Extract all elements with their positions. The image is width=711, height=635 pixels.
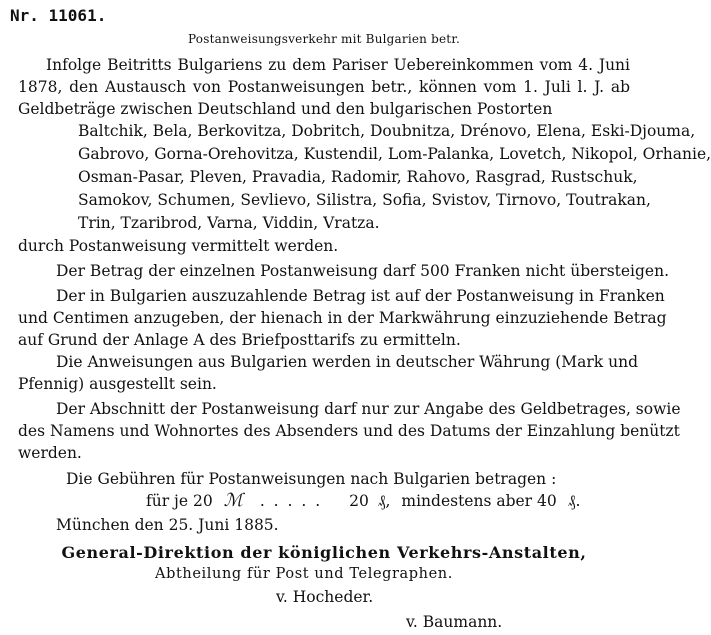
coupon-line: werden. [18,444,82,462]
after-places-line: durch Postanweisung vermittelt werden. [18,237,339,255]
fee-minimum: mindestens aber 40 [401,492,557,510]
document-date: München den 25. Juni 1885. [56,516,279,534]
coupon-line: Der Abschnitt der Postanweisung darf nur zur Angabe des Geldbetrages, sowie [56,400,681,418]
mark-symbol: ℳ [223,490,243,511]
place-line: Samokov, Schumen, Sevlievo, Silistra, Sofia, Svistov, Tirnovo, Toutrakan, [78,191,651,209]
currency-line: Der in Bulgarien auszuzahlende Betrag ist auf der Postanweisung in Franken [56,287,665,305]
intro-paragraph [18,54,630,120]
place-line: Trin, Tzaribrod, Varna, Viddin, Vratza. [78,214,380,232]
place-list [18,120,711,235]
coupon-paragraph [18,398,681,464]
coupon-line: des Namens und Wohnortes des Absenders und des Datums der Einzahlung benützt [18,422,680,440]
fee-amount: 20 [349,492,369,510]
amount-paragraph: Der Betrag der einzelnen Postanweisung darf 500 Franken nicht übersteigen. [56,262,670,280]
authority-name: General-Direktion der königlichen Verkehrs-Anstalten, [61,543,587,562]
place-line: Osman-Pasar, Pleven, Pravadia, Radomir, Rahovo, Rasgrad, Rustschuk, [78,168,638,186]
issue-paragraph [18,351,638,395]
place-line: Baltchik, Bela, Berkovitza, Dobritch, Doubnitza, Drénovo, Elena, Eski-Djouma, [78,122,696,140]
authority-department: Abtheilung für Post und Telegraphen. [155,566,453,582]
place-line: Gabrovo, Gorna-Orehovitza, Kustendil, Lom-Palanka, Lovetch, Nikopol, Orhanie, [78,145,711,163]
signature-2: v. Baumann. [406,613,503,631]
currency-line: und Centimen anzugeben, der hienach in der Markwährung einzuziehende Betrag [18,309,667,327]
intro-line: Infolge Beitritts Bulgariens zu dem Pariser Uebereinkommen vom 4. Juni [46,56,630,74]
fees-intro: Die Gebühren für Postanweisungen nach Bulgarien betragen : [66,470,557,488]
intro-line: 1878, den Austausch von Postanweisungen betr., können vom 1. Juli l. J. ab [18,78,630,96]
fee-dots: . . . . . [259,492,323,510]
fee-per: für je 20 [146,492,213,510]
intro-line: Geldbeträge zwischen Deutschland und den bulgarischen Postorten [18,100,553,118]
pfennig-symbol: ₰, [377,492,391,510]
issue-line: Pfennig) ausgestellt sein. [18,375,217,393]
document-heading: Postanweisungsverkehr mit Bulgarien betr. [188,32,460,46]
signature-1: v. Hocheder. [276,588,374,606]
pfennig-symbol: ₰. [567,492,581,510]
currency-line: auf Grund der Anlage A des Briefposttarifs zu ermitteln. [18,331,461,349]
document-number: Nr. 11061. [10,6,107,25]
currency-paragraph [18,285,667,351]
fee-line [18,490,630,512]
issue-line: Die Anweisungen aus Bulgarien werden in deutscher Währung (Mark und [56,353,638,371]
